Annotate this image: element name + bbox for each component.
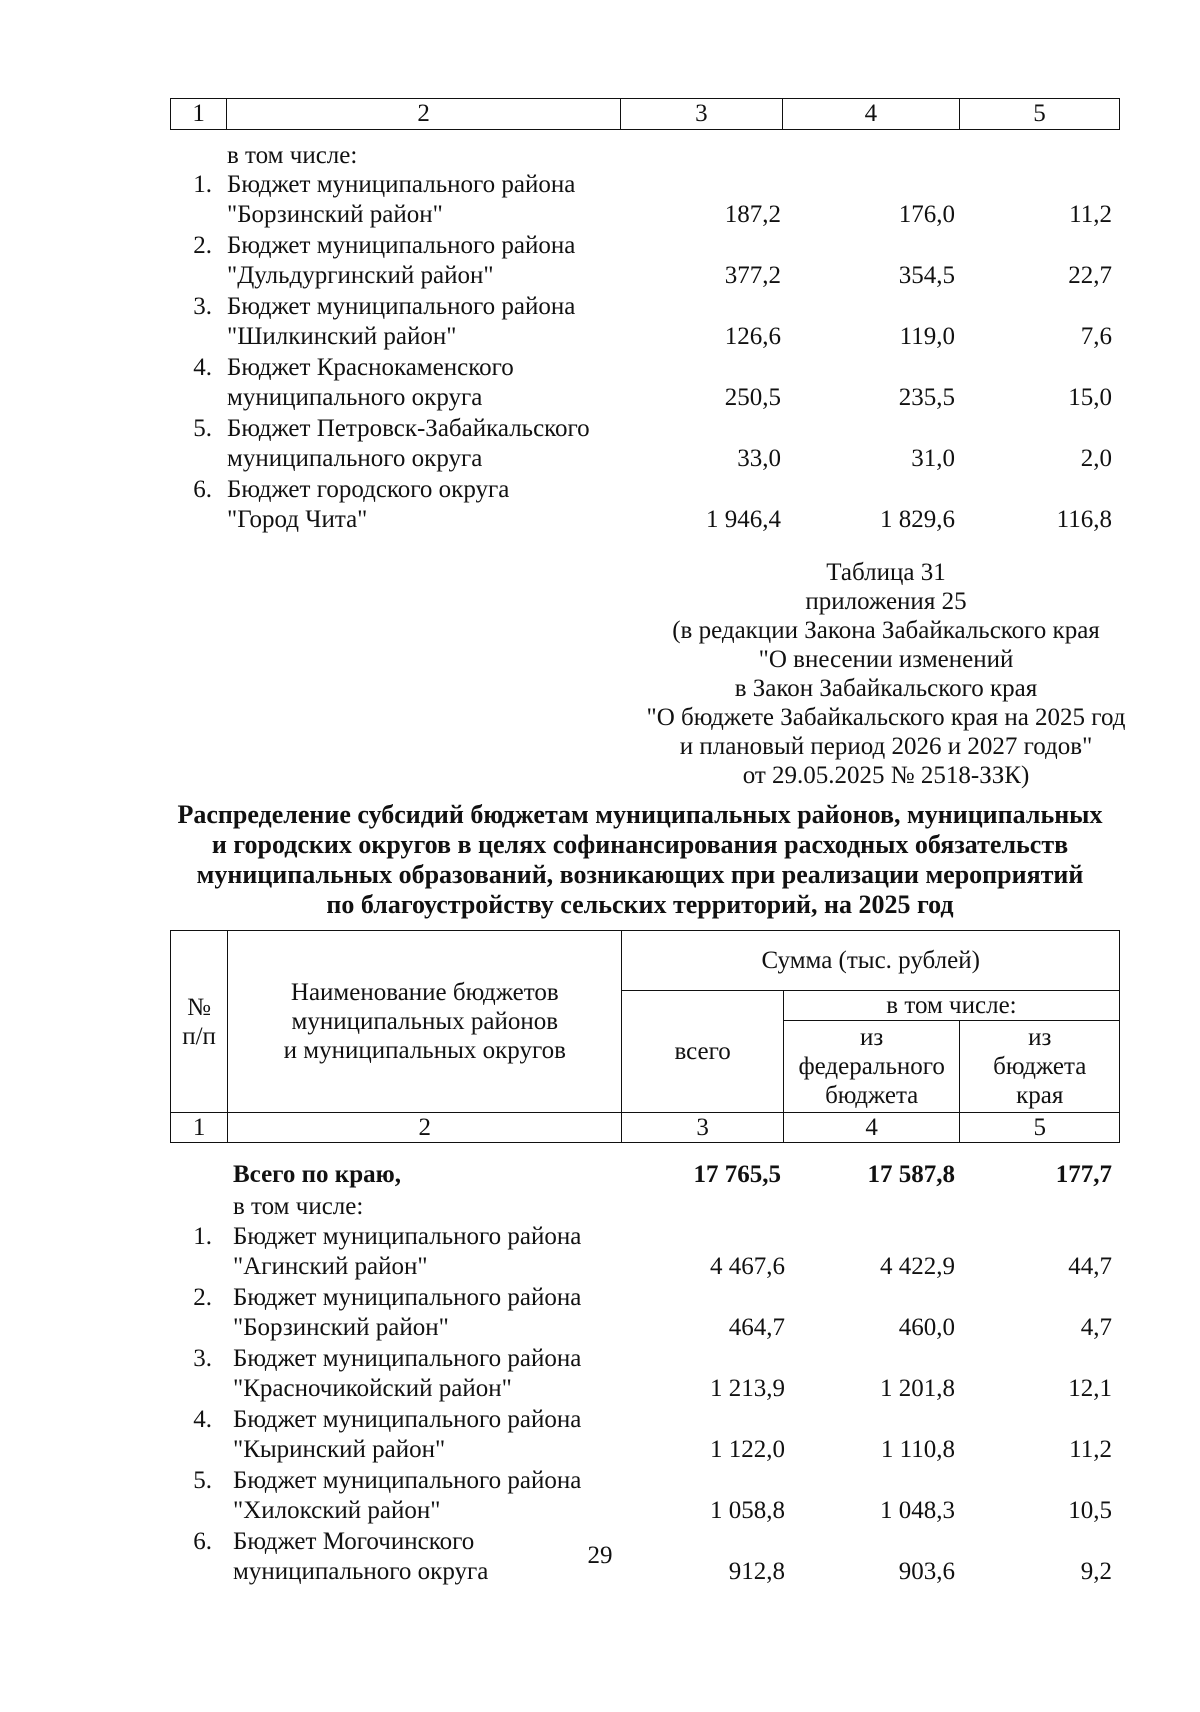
row-name-line2: муниципального округа bbox=[227, 445, 483, 472]
row-value-federal: 354,5 bbox=[898, 262, 955, 289]
numbering-4: 4 bbox=[783, 1113, 960, 1143]
row-number: 3. bbox=[193, 1345, 212, 1372]
row-name-line2: "Дульдургинский район" bbox=[227, 262, 494, 289]
row-number: 2. bbox=[193, 232, 212, 259]
header-sum: Сумма (тыс. рублей) bbox=[622, 931, 1120, 991]
row-name-line1: Бюджет муниципального района bbox=[227, 232, 576, 259]
row-name-line1: Бюджет Могочинского bbox=[233, 1528, 475, 1555]
header-total: всего bbox=[622, 991, 784, 1113]
row-name-line2: "Город Чита" bbox=[227, 506, 368, 533]
title-line: по благоустройству сельских территорий, на 2025 год bbox=[326, 890, 954, 919]
row-name-line1: Бюджет Краснокаменского bbox=[227, 354, 514, 381]
row-value-regional: 11,2 bbox=[1069, 201, 1112, 228]
note-line: приложения 25 bbox=[805, 588, 967, 615]
header-regional: из бюджета края bbox=[960, 1021, 1120, 1113]
row-name-line1: Бюджет муниципального района bbox=[233, 1223, 582, 1250]
row-number: 6. bbox=[193, 1528, 212, 1555]
note-line: Таблица 31 bbox=[826, 559, 946, 586]
row-value-total: 1 213,9 bbox=[710, 1375, 785, 1402]
header-name: Наименование бюджетов муниципальных районов и муниципальных округов bbox=[228, 931, 622, 1113]
row-value-total: 464,7 bbox=[728, 1314, 785, 1341]
numbering-5: 5 bbox=[960, 1113, 1120, 1143]
row-name-line2: "Красночикойский район" bbox=[233, 1375, 512, 1402]
row-name-line1: Бюджет муниципального района bbox=[233, 1406, 582, 1433]
row-value-regional: 116,8 bbox=[1056, 506, 1112, 533]
top-col-5: 5 bbox=[959, 99, 1119, 130]
row-number: 2. bbox=[193, 1284, 212, 1311]
note-line: от 29.05.2025 № 2518-ЗЗК) bbox=[742, 762, 1030, 789]
document-title bbox=[160, 800, 1120, 920]
row-value-regional: 9,2 bbox=[1080, 1558, 1112, 1585]
row-value-regional: 12,1 bbox=[1068, 1375, 1112, 1402]
main-table-header bbox=[170, 930, 1120, 1143]
row-value-total: 250,5 bbox=[724, 384, 781, 411]
row-value-total: 912,8 bbox=[728, 1558, 785, 1585]
row-name-line1: Бюджет муниципального района bbox=[227, 293, 576, 320]
row-value-total: 377,2 bbox=[724, 262, 781, 289]
note-line: и плановый период 2026 и 2027 годов" bbox=[679, 733, 1093, 760]
row-name-line1: Бюджет городского округа bbox=[227, 476, 510, 503]
row-name-line2: муниципального округа bbox=[233, 1558, 489, 1585]
top-col-3: 3 bbox=[620, 99, 782, 130]
top-col-2: 2 bbox=[227, 99, 620, 130]
row-name-line2: муниципального округа bbox=[227, 384, 483, 411]
row-name-line1: Бюджет Петровск-Забайкальского bbox=[227, 415, 590, 442]
row-value-total: 126,6 bbox=[724, 323, 781, 350]
row-value-regional: 4,7 bbox=[1080, 1314, 1112, 1341]
row-name-line1: Бюджет муниципального района bbox=[233, 1284, 582, 1311]
total-label: Всего по краю, bbox=[233, 1161, 401, 1188]
header-including: в том числе: bbox=[783, 991, 1119, 1021]
row-value-total: 1 058,8 bbox=[710, 1497, 785, 1524]
row-number: 1. bbox=[193, 1223, 212, 1250]
row-value-regional: 22,7 bbox=[1068, 262, 1112, 289]
row-number: 1. bbox=[193, 171, 212, 198]
row-name-line1: Бюджет муниципального района bbox=[233, 1345, 582, 1372]
row-value-regional: 10,5 bbox=[1068, 1497, 1112, 1524]
note-line: "О внесении изменений bbox=[758, 646, 1014, 673]
row-number: 5. bbox=[193, 415, 212, 442]
top-including-label: в том числе: bbox=[227, 142, 358, 169]
row-value-total: 4 467,6 bbox=[710, 1253, 785, 1280]
total-v4: 17 587,8 bbox=[867, 1161, 955, 1188]
total-v3: 17 765,5 bbox=[693, 1161, 781, 1188]
total-v5: 177,7 bbox=[1055, 1161, 1112, 1188]
row-value-total: 33,0 bbox=[737, 445, 781, 472]
row-value-regional: 11,2 bbox=[1069, 1436, 1112, 1463]
main-including-label: в том числе: bbox=[233, 1193, 364, 1220]
row-value-federal: 1 829,6 bbox=[880, 506, 955, 533]
row-name-line2: "Хилокский район" bbox=[233, 1497, 441, 1524]
header-federal: из федерального бюджета bbox=[783, 1021, 960, 1113]
numbering-2: 2 bbox=[228, 1113, 622, 1143]
note-line: в Закон Забайкальского края bbox=[734, 675, 1038, 702]
note-line: (в редакции Закона Забайкальского края bbox=[672, 617, 1100, 644]
row-number: 5. bbox=[193, 1467, 212, 1494]
row-value-regional: 44,7 bbox=[1068, 1253, 1112, 1280]
row-name-line2: "Кыринский район" bbox=[233, 1436, 446, 1463]
row-name-line2: "Шилкинский район" bbox=[227, 323, 457, 350]
row-name-line2: "Борзинский район" bbox=[227, 201, 443, 228]
top-table-header bbox=[170, 98, 1120, 130]
title-line: муниципальных образований, возникающих при реализации мероприятий bbox=[196, 860, 1084, 889]
row-number: 3. bbox=[193, 293, 212, 320]
row-value-federal: 4 422,9 bbox=[880, 1253, 955, 1280]
row-value-total: 187,2 bbox=[724, 201, 781, 228]
title-line: Распределение субсидий бюджетам муниципальных районов, муниципальных bbox=[177, 800, 1103, 829]
row-number: 6. bbox=[193, 476, 212, 503]
row-value-regional: 2,0 bbox=[1080, 445, 1112, 472]
row-name-line1: Бюджет муниципального района bbox=[227, 171, 576, 198]
title-line: и городских округов в целях софинансирования расходных обязательств bbox=[211, 830, 1069, 859]
numbering-3: 3 bbox=[622, 1113, 784, 1143]
row-value-federal: 176,0 bbox=[898, 201, 955, 228]
row-number: 4. bbox=[193, 354, 212, 381]
row-value-regional: 15,0 bbox=[1068, 384, 1112, 411]
row-value-federal: 903,6 bbox=[898, 1558, 955, 1585]
row-value-federal: 119,0 bbox=[899, 323, 955, 350]
row-value-federal: 460,0 bbox=[898, 1314, 955, 1341]
row-value-regional: 7,6 bbox=[1080, 323, 1112, 350]
top-col-4: 4 bbox=[782, 99, 959, 130]
row-value-total: 1 946,4 bbox=[706, 506, 781, 533]
row-value-federal: 1 201,8 bbox=[880, 1375, 955, 1402]
header-num: № п/п bbox=[171, 931, 228, 1113]
note-line: "О бюджете Забайкальского края на 2025 год bbox=[646, 704, 1126, 731]
row-name-line1: Бюджет муниципального района bbox=[233, 1467, 582, 1494]
top-col-1: 1 bbox=[171, 99, 227, 130]
table-note bbox=[636, 558, 1136, 790]
row-value-federal: 31,0 bbox=[911, 445, 955, 472]
row-value-total: 1 122,0 bbox=[710, 1436, 785, 1463]
row-number: 4. bbox=[193, 1406, 212, 1433]
row-value-federal: 1 110,8 bbox=[880, 1436, 955, 1463]
row-value-federal: 1 048,3 bbox=[880, 1497, 955, 1524]
row-name-line2: "Борзинский район" bbox=[233, 1314, 449, 1341]
row-value-federal: 235,5 bbox=[898, 384, 955, 411]
row-name-line2: "Агинский район" bbox=[233, 1253, 428, 1280]
numbering-1: 1 bbox=[171, 1113, 228, 1143]
page-number: 29 bbox=[587, 1542, 613, 1569]
